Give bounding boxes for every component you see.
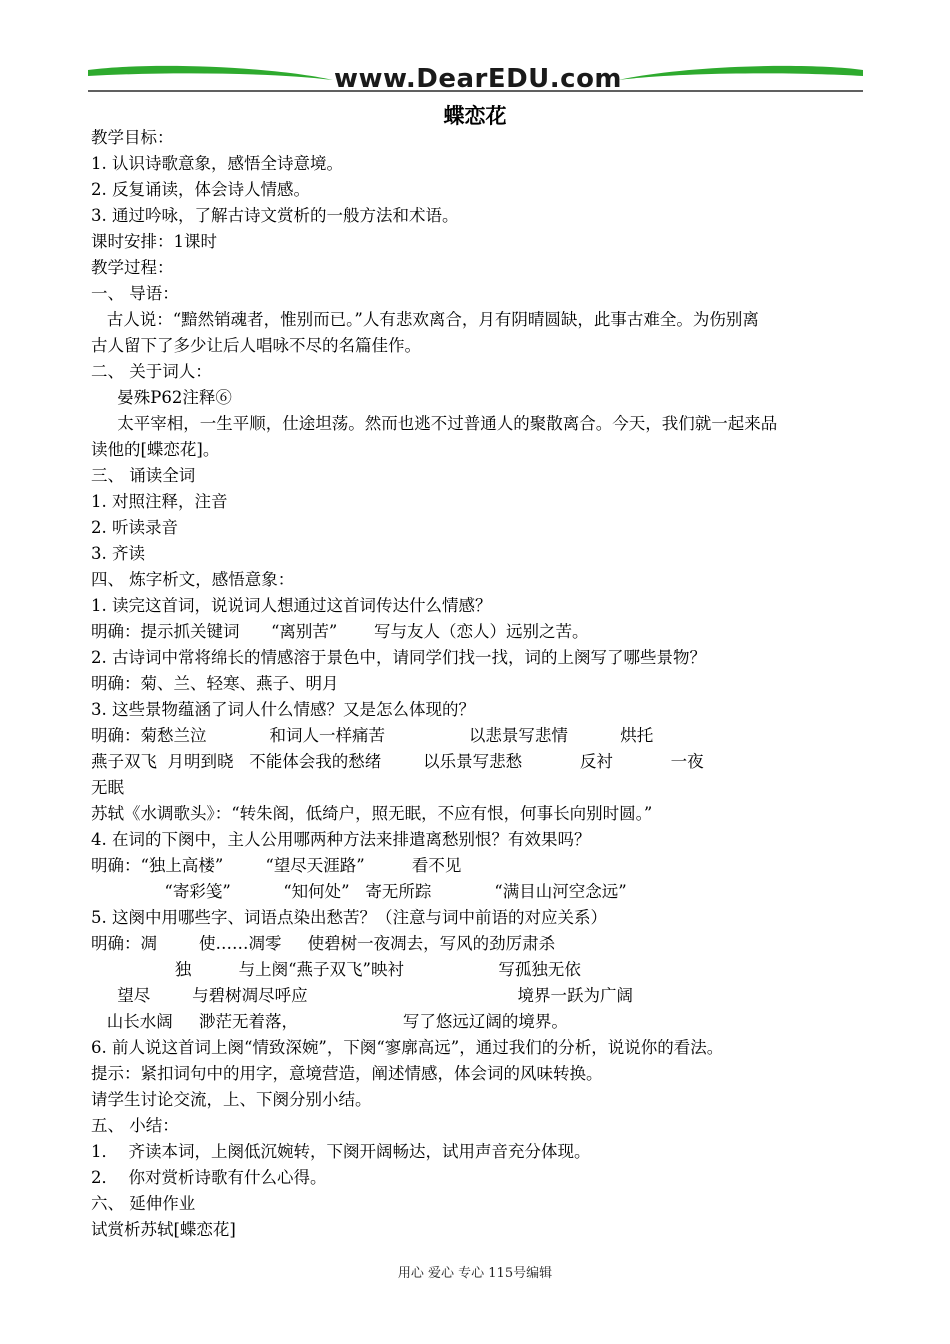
text-line: 1. 对照注释，注音: [91, 492, 228, 511]
text-line: 1. 认识诗歌意象，感悟全诗意境。: [91, 154, 343, 173]
text-line: 独 与上阕“燕子双飞”映衬 写孤独无依: [91, 960, 581, 979]
text-line: 一、 导语：: [91, 284, 179, 303]
text-line: 古人说：“黯然销魂者，惟别而已。”人有悲欢离合，月有阴晴圆缺，此事古难全。为伤别离: [91, 310, 759, 329]
text-line: 5. 这阕中用哪些字、词语点染出愁苦？（注意与词中前语的对应关系）: [91, 908, 607, 927]
text-line: 晏殊P62注释⑥: [91, 388, 232, 407]
site-header-banner: [88, 58, 863, 98]
text-line: 六、 延伸作业: [91, 1194, 196, 1213]
text-line: 三、 诵读全词: [91, 466, 196, 485]
text-line: 二、 关于词人：: [91, 362, 212, 381]
text-line: 试赏析苏轼[蝶恋花]: [91, 1220, 236, 1239]
text-line: 3. 齐读: [91, 544, 145, 563]
page-footer: 用心 爱心 专心 115号编辑: [397, 1266, 553, 1281]
text-line: 太平宰相，一生平顺，仕途坦荡。然而也逃不过普通人的聚散离合。今天，我们就一起来品: [91, 414, 778, 433]
text-line: 教学目标：: [91, 128, 174, 147]
text-line: 2. 听读录音: [91, 518, 178, 537]
text-line: 望尽 与碧树凋尽呼应 境界一跃为广阔: [91, 986, 633, 1005]
text-line: 燕子双飞 月明到晓 不能体会我的愁绪 以乐景写悲愁 反衬 一夜: [91, 752, 704, 771]
document-title: 蝶恋花: [443, 103, 507, 128]
text-line: 3. 通过吟咏，了解古诗文赏析的一般方法和术语。: [91, 206, 459, 225]
text-line: 明确：菊愁兰泣 和词人一样痛苦 以悲景写悲情 烘托: [91, 726, 654, 745]
text-line: 无眠: [91, 778, 124, 797]
text-line: 明确：“独上高楼” “望尽天涯路” 看不见: [91, 856, 462, 875]
text-line: 古人留下了多少让后人唱咏不尽的名篇佳作。: [91, 336, 421, 355]
text-line: 明确：凋 使……凋零 使碧树一夜凋去，写风的劲厉肃杀: [91, 934, 556, 953]
text-line: 读他的[蝶恋花]。: [91, 440, 220, 459]
text-line: 明确：提示抓关键词 “离别苦” 写与友人（恋人）远别之苦。: [91, 622, 589, 641]
site-logo-text[interactable]: www.DearEDU.com: [333, 64, 623, 94]
text-line: 2． 你对赏析诗歌有什么心得。: [91, 1168, 327, 1187]
text-line: 五、 小结：: [91, 1116, 179, 1135]
text-line: 山长水阔 渺茫无着落， 写了悠远辽阔的境界。: [91, 1012, 568, 1031]
text-line: 请学生讨论交流，上、下阕分别小结。: [91, 1090, 372, 1109]
text-line: 明确：菊、兰、轻寒、燕子、明月: [91, 674, 339, 693]
text-line: 6. 前人说这首词上阕“情致深婉”，下阕“寥廓高远”，通过我们的分析，说说你的看法。: [91, 1038, 724, 1057]
text-line: 课时安排：1课时: [91, 232, 217, 251]
text-line: “寄彩笺” “知何处” 寄无所踪 “满目山河空念远”: [91, 882, 627, 901]
text-line: 4. 在词的下阕中，主人公用哪两种方法来排遣离愁别恨？有效果吗？: [91, 830, 591, 849]
text-line: 提示：紧扣词句中的用字，意境营造，阐述情感，体会词的风味转换。: [91, 1064, 603, 1083]
text-line: 3. 这些景物蕴涵了词人什么情感？又是怎么体现的？: [91, 700, 475, 719]
text-line: 四、 炼字析文，感悟意象：: [91, 570, 295, 589]
text-line: 2. 古诗词中常将绵长的情感溶于景色中，请同学们找一找，词的上阕写了哪些景物？: [91, 648, 706, 667]
text-line: 苏轼《水调歌头》：“转朱阁，低绮户，照无眠，不应有恨，何事长向别时圆。”: [91, 804, 653, 823]
text-line: 1． 齐读本词，上阕低沉婉转，下阕开阔畅达，试用声音充分体现。: [91, 1142, 591, 1161]
text-line: 2. 反复诵读，体会诗人情感。: [91, 180, 310, 199]
text-line: 1. 读完这首词，说说词人想通过这首词传达什么情感？: [91, 596, 492, 615]
text-line: 教学过程：: [91, 258, 174, 277]
